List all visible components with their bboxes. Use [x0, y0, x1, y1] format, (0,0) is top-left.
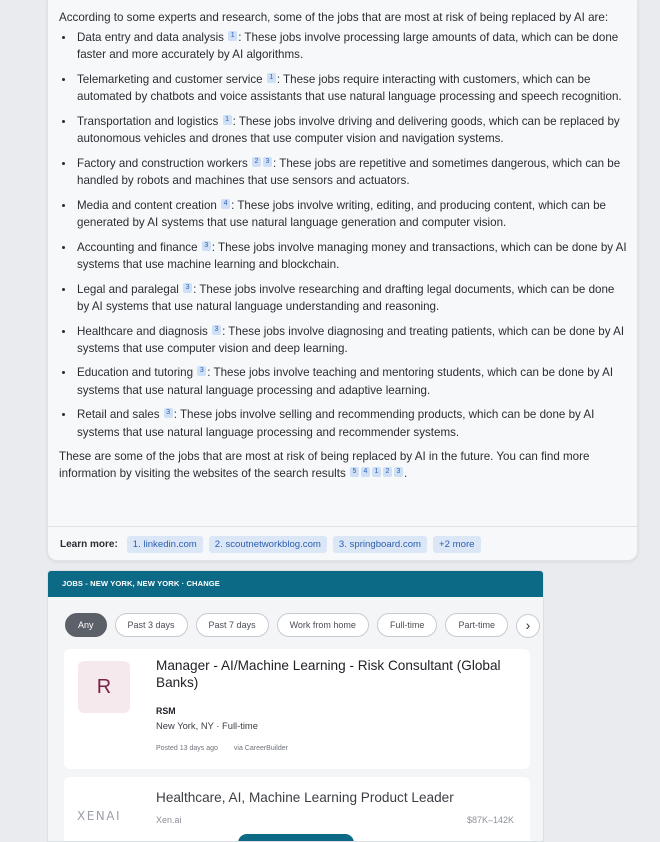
citation-marker[interactable]: 2: [383, 467, 392, 477]
job-category-description: : These jobs involve teaching and mentoring students, which can be done by AI systems that use natural language processing and adaptive learning.: [77, 366, 614, 397]
job-category-title: Retail and sales: [77, 408, 160, 422]
job-category-title: Telemarketing and customer service: [77, 73, 263, 87]
citation-marker[interactable]: 3: [202, 241, 211, 251]
at-risk-job-item: [59, 155, 627, 189]
citation-marker[interactable]: 1: [372, 467, 381, 477]
learn-more-bar: [48, 526, 637, 561]
job-category-title: Healthcare and diagnosis: [77, 324, 208, 338]
learn-more-link[interactable]: 3. springboard.com: [333, 536, 427, 553]
answer-body: [48, 0, 637, 483]
chevron-right-icon[interactable]: ›: [516, 614, 540, 638]
citation-marker[interactable]: 3: [212, 325, 221, 335]
job-company: RSM: [156, 706, 176, 716]
job-title[interactable]: Healthcare, AI, Machine Learning Product Leader: [156, 790, 454, 805]
filter-chip[interactable]: Any: [65, 613, 107, 637]
job-category-title: Legal and paralegal: [77, 282, 179, 296]
citation-marker[interactable]: 3: [394, 467, 403, 477]
job-category-title: Media and content creation: [77, 198, 217, 212]
citation-marker[interactable]: 4: [221, 199, 230, 209]
at-risk-job-item: [59, 323, 627, 357]
answer-card: [47, 0, 638, 561]
job-posted-info: [156, 745, 288, 752]
learn-more-link[interactable]: +2 more: [433, 536, 480, 553]
job-salary: $87K–142K: [466, 815, 514, 825]
job-company-site: Xen.ai: [156, 815, 182, 825]
citation-marker[interactable]: 2: [252, 157, 261, 167]
show-more-jobs-button[interactable]: [238, 834, 354, 842]
at-risk-job-item: [59, 406, 627, 440]
company-logo: XENAI: [77, 809, 122, 823]
answer-intro: According to some experts and research, some of the jobs that are most at risk of being replaced by AI are:: [59, 11, 609, 24]
citation-marker[interactable]: 1: [228, 31, 237, 41]
job-category-title: Factory and construction workers: [77, 156, 248, 170]
citation-marker[interactable]: 1: [267, 73, 276, 83]
job-title[interactable]: Manager - AI/Machine Learning - Risk Consultant (Global Banks): [156, 658, 501, 690]
job-category-description: : These jobs involve managing money and transactions, which can be done by AI systems that use machine learning and blockchain.: [77, 240, 627, 271]
filter-chip[interactable]: Full-time: [377, 613, 438, 637]
answer-outro: [59, 448, 627, 482]
citation-marker[interactable]: 1: [223, 115, 232, 125]
citation-marker[interactable]: 3: [164, 408, 173, 418]
job-filter-row: [65, 612, 543, 638]
citation-marker[interactable]: 5: [350, 467, 359, 477]
job-category-description: : These jobs involve writing, editing, and producing content, which can be generated by AI systems that use natural language generation and computer vision.: [77, 198, 606, 230]
filter-chip[interactable]: Past 7 days: [196, 613, 269, 637]
job-category-title: Transportation and logistics: [77, 115, 219, 129]
learn-more-label: Learn more:: [60, 538, 118, 550]
job-location-type: New York, NY · Full-time: [156, 720, 258, 731]
citation-marker[interactable]: 4: [361, 467, 370, 477]
at-risk-jobs-list: [59, 29, 627, 441]
job-category-description: : These jobs require interacting with customers, which can be automated by chatbots and voice assistants that use natural language processing and speech recognition.: [77, 73, 622, 104]
job-category-title: Education and tutoring: [77, 366, 194, 380]
jobs-location-header[interactable]: JOBS - NEW YORK, NEW YORK · CHANGE: [48, 571, 543, 597]
job-category-description: : These jobs are repetitive and sometimes dangerous, which can be handled by robots and machines that use sensors and actuators.: [77, 156, 621, 188]
filter-chip[interactable]: Past 3 days: [115, 613, 188, 637]
at-risk-job-item: [59, 364, 627, 398]
outro-period: .: [404, 467, 408, 481]
job-listing[interactable]: [64, 649, 530, 769]
job-listing[interactable]: [64, 777, 530, 842]
citation-marker[interactable]: 3: [263, 157, 272, 167]
at-risk-job-item: [59, 29, 627, 63]
job-category-title: Accounting and finance: [77, 240, 198, 254]
at-risk-job-item: [59, 281, 627, 315]
job-category-description: : These jobs involve researching and drafting legal documents, which can be done by AI systems that use natural language understanding and reasoning.: [77, 282, 615, 313]
at-risk-job-item: [59, 239, 627, 273]
at-risk-job-item: [59, 197, 627, 231]
learn-more-link[interactable]: 1. linkedin.com: [127, 536, 203, 553]
at-risk-job-item: [59, 113, 627, 147]
job-category-description: : These jobs involve selling and recommending products, which can be done by AI systems that use natural language processing and recommender systems.: [77, 408, 595, 439]
job-category-description: : These jobs involve processing large amounts of data, which can be done faster and more accurately by AI algorithms.: [77, 31, 619, 62]
filter-chip[interactable]: Work from home: [277, 613, 369, 637]
company-logo: R: [78, 661, 130, 713]
jobs-card: [47, 570, 544, 842]
citation-marker[interactable]: 3: [197, 366, 206, 376]
job-source: via CareerBuilder: [233, 745, 288, 752]
job-category-description: : These jobs involve driving and delivering goods, which can be replaced by autonomous vehicles and drones that use computer vision and navigation systems.: [77, 115, 620, 146]
job-category-description: : These jobs involve diagnosing and treating patients, which can be done by AI systems that use computer vision and deep learning.: [77, 324, 625, 355]
learn-more-link[interactable]: 2. scoutnetworkblog.com: [209, 536, 327, 553]
job-category-title: Data entry and data analysis: [77, 31, 224, 45]
job-posted-date: Posted 13 days ago: [156, 745, 218, 752]
citation-marker[interactable]: 3: [183, 283, 192, 293]
outro-text: These are some of the jobs that are most at risk of being replaced by AI in the future. You can find more information by visiting the websites of the search results: [59, 450, 590, 481]
at-risk-job-item: [59, 71, 627, 105]
filter-chip[interactable]: Part-time: [445, 613, 508, 637]
